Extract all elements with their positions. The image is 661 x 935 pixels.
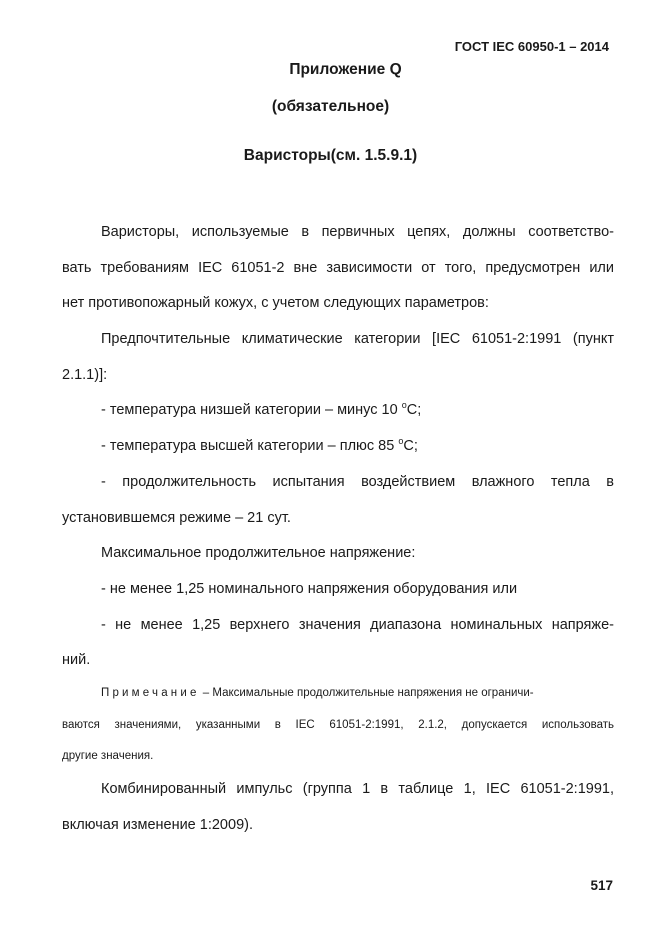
page-number: 517: [590, 878, 613, 893]
temperature-low-item: [101, 402, 614, 418]
temperature-unit: C;: [406, 402, 422, 418]
paragraph-line: Варисторы, используемые в первичных цепях, должны соответство-: [101, 224, 614, 240]
degree-sign: o: [401, 400, 407, 410]
temperature-high-item: [101, 438, 614, 454]
note-line: ваются значениями, указанными в IEC 61051-2:1991, 2.1.2, допускается использовать: [62, 719, 614, 731]
note-label: Примечание: [101, 687, 200, 699]
paragraph-line: нет противопожарный кожух, с учетом следующих параметров:: [62, 295, 489, 311]
max-voltage-heading: Максимальное продолжительное напряжение:: [101, 545, 416, 561]
temperature-unit: C;: [403, 438, 418, 454]
note-line: [101, 687, 614, 699]
paragraph-line: 2.1.1)]:: [62, 367, 108, 383]
humidity-item-line: - продолжительность испытания воздействием влажного тепла в: [101, 474, 614, 490]
temperature-high-text: - температура высшей категории – плюс 85: [101, 438, 399, 454]
note-text: – Максимальные продолжительные напряжения не ограничи-: [199, 687, 534, 699]
annex-heading: Варисторы(см. 1.5.9.1): [243, 147, 418, 164]
max-voltage-item-line: - не менее 1,25 верхнего значения диапазона номинальных напряже-: [101, 617, 614, 633]
combined-impulse-line: Комбинированный импульс (группа 1 в таблице 1, IEC 61051-2:1991,: [101, 781, 614, 797]
degree-sign: o: [398, 436, 404, 446]
annex-title: Приложение Q: [289, 61, 402, 78]
paragraph-line: вать требованиям IEC 61051-2 вне зависимости от того, предусмотрен или: [62, 260, 614, 276]
note-line: другие значения.: [62, 750, 154, 762]
paragraph-line: Предпочтительные климатические категории [IEC 61051-2:1991 (пункт: [101, 331, 614, 347]
standard-designation: ГОСТ IEC 60950-1 – 2014: [454, 39, 609, 54]
max-voltage-item-line: ний.: [62, 652, 91, 668]
max-voltage-item: - не менее 1,25 номинального напряжения оборудования или: [101, 581, 518, 597]
combined-impulse-line: включая изменение 1:2009).: [62, 817, 253, 833]
humidity-item-line: установившемся режиме – 21 сут.: [62, 510, 291, 526]
annex-status: (обязательное): [271, 98, 390, 115]
temperature-low-text: - температура низшей категории – минус 10: [101, 402, 402, 418]
